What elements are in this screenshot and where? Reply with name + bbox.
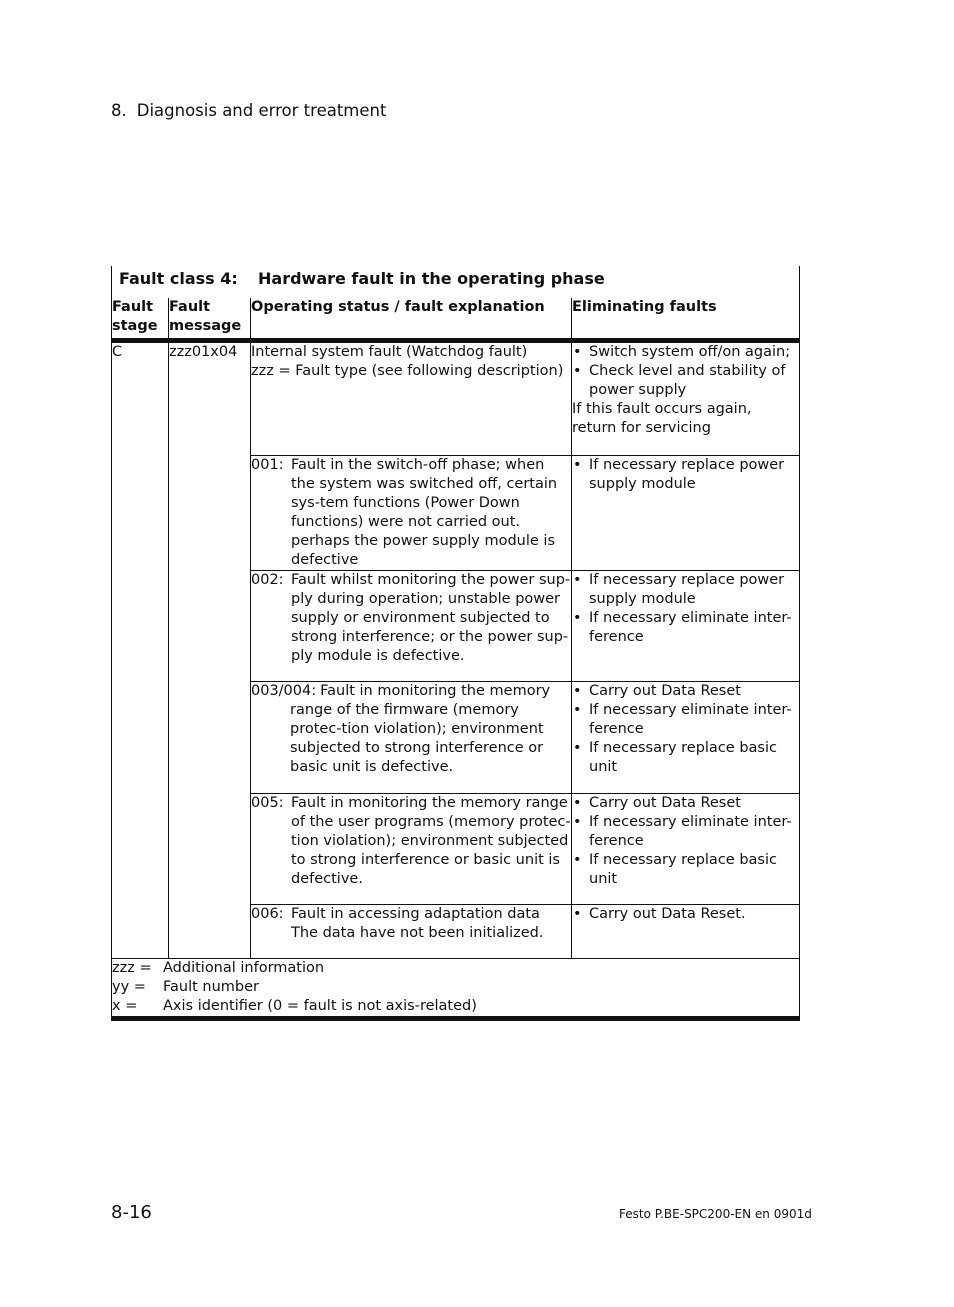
remedy-item: • Carry out Data Reset — [572, 682, 799, 701]
explanation-cell — [251, 682, 572, 794]
explanation-cell — [251, 794, 572, 905]
fault-code: 003/004: — [251, 683, 317, 699]
fault-class-title: Hardware fault in the operating phase — [258, 269, 605, 288]
chapter-number: 8. — [111, 101, 127, 120]
fault-stage-cell: C — [112, 341, 169, 959]
chapter-title: Diagnosis and error treatment — [136, 101, 387, 120]
fault-message-cell: zzz01x04 — [169, 341, 251, 959]
remedy-cell — [572, 682, 800, 794]
explanation-line: zzz = Fault type (see following description) — [251, 363, 564, 379]
legend-cell — [112, 959, 800, 1019]
remedy-cell — [572, 341, 800, 456]
remedy-item: • Check level and stability of power supply — [572, 362, 799, 400]
remedy-item: • Carry out Data Reset — [572, 794, 799, 813]
legend-value: Fault number — [163, 979, 259, 995]
explanation-text: range of the firmware (memory protec-tion violation); environment subjected to strong interference or basic unit is defective. — [290, 702, 544, 775]
remedy-item: • If necessary replace power supply module — [572, 456, 799, 494]
remedy-cell — [572, 456, 800, 571]
remedy-item: • Carry out Data Reset. — [572, 905, 799, 924]
legend-key: yy = — [112, 979, 146, 995]
remedy-item: • If necessary replace basic unit — [572, 739, 799, 777]
col-header-message: Fault message — [169, 298, 251, 341]
remedy-cell — [572, 571, 800, 682]
remedy-note: If this fault occurs again, return for servicing — [572, 401, 752, 436]
fault-code: 006: — [251, 906, 284, 922]
explanation-text: Fault in the switch-off phase; when the system was switched off, certain sys-tem functions (Power Down functions) were not carried out. perhaps the power supply module is defective — [291, 457, 558, 568]
legend-key: zzz = — [112, 960, 152, 976]
table-row — [112, 341, 800, 456]
col-header-explanation: Operating status / fault explanation — [251, 298, 572, 341]
legend-key: x = — [112, 998, 138, 1014]
remedy-cell — [572, 794, 800, 905]
remedy-item: • Switch system off/on again; — [572, 343, 799, 362]
page-number: 8-16 — [111, 1202, 152, 1223]
explanation-cell — [251, 905, 572, 959]
explanation-text: Fault in monitoring the memory — [320, 683, 551, 699]
explanation-text: Fault in monitoring the memory range of the user programs (memory protec-tion violation); environment subjected to strong interference or basic unit is defective. — [291, 795, 571, 887]
explanation-text: Fault whilst monitoring the power sup-ply during operation; unstable power supply or environment subjected to strong interference; or the power sup-ply module is defective. — [291, 572, 571, 664]
remedy-item: • If necessary eliminate inter-ference — [572, 609, 799, 647]
remedy-item: • If necessary replace power supply module — [572, 571, 799, 609]
remedy-item: • If necessary replace basic unit — [572, 851, 799, 889]
fault-code: 001: — [251, 457, 284, 473]
explanation-text: Fault in accessing adaptation data The data have not been initialized. — [291, 906, 544, 941]
col-header-stage: Fault stage — [112, 298, 169, 341]
fault-class-table — [111, 266, 800, 1021]
table-title — [112, 266, 800, 298]
document-id: Festo P.BE-SPC200-EN en 0901d — [619, 1207, 812, 1221]
explanation-cell — [251, 456, 572, 571]
remedy-item: • If necessary eliminate inter-ference — [572, 813, 799, 851]
explanation-cell — [251, 571, 572, 682]
explanation-line: Internal system fault (Watchdog fault) — [251, 344, 528, 360]
fault-code: 005: — [251, 795, 284, 811]
legend-row — [112, 959, 800, 1019]
col-header-remedy: Eliminating faults — [572, 298, 800, 341]
fault-class-label: Fault class 4: — [119, 269, 238, 288]
explanation-cell — [251, 341, 572, 456]
legend-value: Additional information — [163, 960, 325, 976]
fault-code: 002: — [251, 572, 284, 588]
remedy-cell — [572, 905, 800, 959]
chapter-heading — [111, 101, 386, 120]
remedy-item: • If necessary eliminate inter-ference — [572, 701, 799, 739]
legend-value: Axis identifier (0 = fault is not axis-related) — [163, 998, 477, 1014]
